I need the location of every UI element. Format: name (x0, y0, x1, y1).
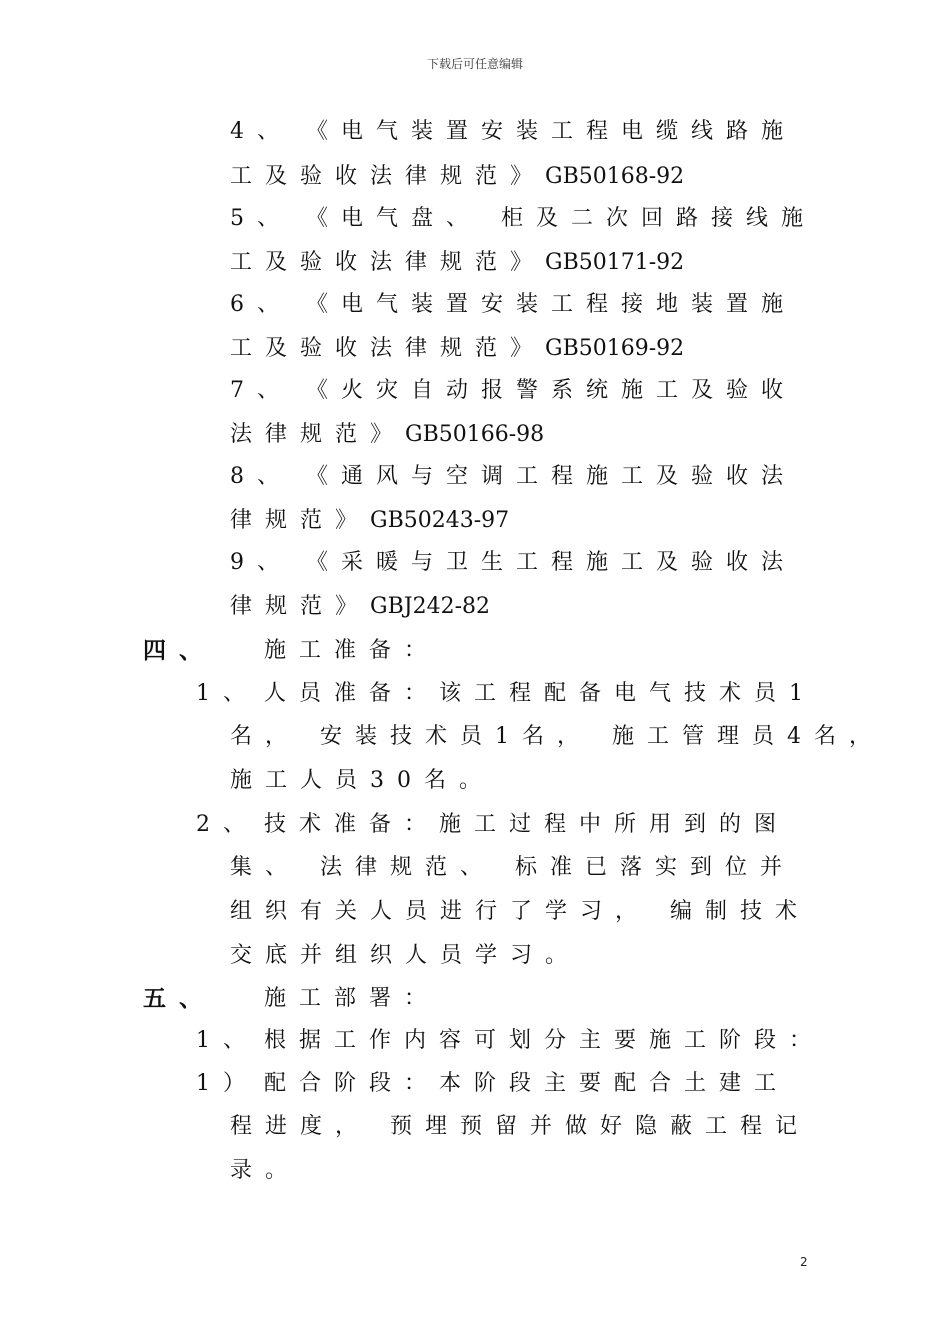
ref-7-line2: 法律规范》 (230, 422, 406, 447)
ref-5-code: GB50171-92 (545, 250, 685, 275)
ref-5-line2: 工及验收法律规范》 (230, 250, 546, 275)
s4-item2-num: 2、 (196, 812, 258, 837)
ref-7-num: 7、 (230, 378, 292, 403)
s5-sub1-line3: 录。 (230, 1158, 301, 1183)
s4-item2-line1: 技术准备：施工过程中所用到的图 (264, 812, 790, 837)
ref-8-line1: 《通风与空调工程施工及验收法 (306, 464, 797, 489)
s4-item1-num: 1、 (196, 681, 258, 706)
ref-4-line2: 工及验收法律规范》 (230, 164, 546, 189)
ref-6-num: 6、 (230, 292, 292, 317)
s4-item2-line2: 集、 法律规范、 标准已落实到位并 (230, 855, 795, 880)
ref-7-line1: 《火灾自动报警系统施工及验收 (306, 378, 797, 403)
ref-8-line2: 律规范》 (230, 508, 371, 533)
ref-6-code: GB50169-92 (545, 336, 685, 361)
s4-item2-line3: 组织有关人员进行了学习， 编制技术 (230, 899, 810, 924)
ref-5-num: 5、 (230, 206, 292, 231)
ref-6-line1: 《电气装置安装工程接地装置施 (306, 292, 797, 317)
ref-8-code: GB50243-97 (370, 508, 510, 533)
ref-6-line2: 工及验收法律规范》 (230, 336, 546, 361)
ref-4-num: 4、 (230, 119, 292, 144)
s5-sub1-num: 1） (196, 1071, 258, 1096)
section-4-num: 四、 (143, 637, 215, 664)
ref-9-line2: 律规范》 (230, 594, 371, 619)
section-4-title: 施工准备： (264, 638, 440, 663)
s4-item1-line3: 施工人员30名。 (230, 768, 494, 793)
ref-4-code: GB50168-92 (545, 164, 685, 189)
s4-item1-line1: 人员准备：该工程配备电气技术员1 (264, 681, 816, 706)
section-5-num: 五、 (143, 985, 215, 1012)
ref-9-line1: 《采暖与卫生工程施工及验收法 (306, 550, 797, 575)
ref-8-num: 8、 (230, 464, 292, 489)
ref-4-line1: 《电气装置安装工程电缆线路施 (306, 119, 797, 144)
s5-item1-text: 根据工作内容可划分主要施工阶段： (264, 1028, 825, 1053)
ref-7-code: GB50166-98 (405, 422, 545, 447)
s5-sub1-line1: 配合阶段：本阶段主要配合土建工 (264, 1071, 790, 1096)
page-number: 2 (800, 1255, 808, 1269)
s4-item2-line4: 交底并组织人员学习。 (230, 943, 581, 968)
section-5-title: 施工部署： (264, 986, 440, 1011)
s4-item1-line2: 名， 安装技术员1名， 施工管理员4名， (230, 724, 884, 749)
ref-9-num: 9、 (230, 550, 292, 575)
ref-9-code: GBJ242-82 (370, 594, 490, 619)
s5-item1-num: 1、 (196, 1028, 258, 1053)
page-header: 下载后可任意编辑 (426, 57, 523, 71)
ref-5-line1: 《电气盘、 柜及二次回路接线施 (306, 206, 816, 231)
s5-sub1-line2: 程进度， 预埋预留并做好隐蔽工程记 (230, 1114, 810, 1139)
